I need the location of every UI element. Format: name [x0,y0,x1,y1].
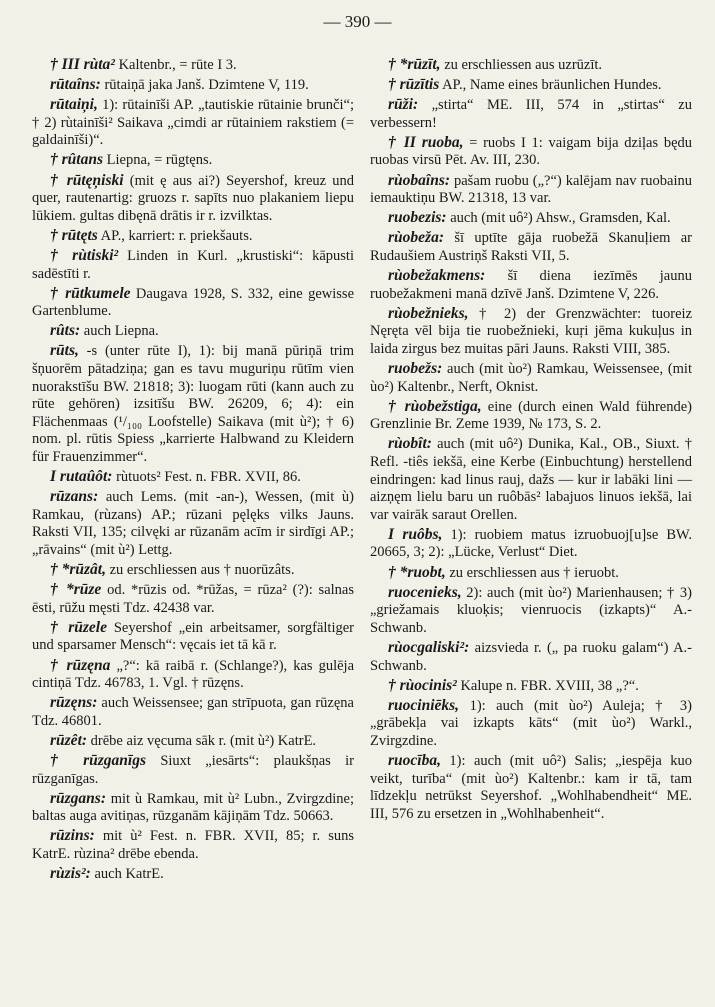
entry-text: 1): ruobiem matus izruobuoj[u]se BW. 20665, 3; 2): „Lücke, Verlust“ Diet. [370,526,692,561]
dictionary-entry [32,151,354,170]
entry-text: pašam ruobu („?“) kalējam nav ruobainu iemauktiņu BW. 21318, 13 var. [370,172,692,207]
entry-headword: ruocenieks, [388,583,462,601]
entry-text: Liepna, = rūgtęns. [103,152,213,169]
entry-headword: † *ruobt, [388,563,446,581]
dictionary-entry [370,526,692,562]
entry-headword: rūzgans: [50,789,106,807]
entry-headword: † *rūzīt, [388,56,441,73]
entry-headword: † rūtkumele [50,284,131,302]
dictionary-entry [370,56,692,75]
dictionary-entry [370,76,692,95]
dictionary-entry [370,96,692,132]
entry-headword: ruocība, [388,751,441,769]
dictionary-entry [370,697,692,751]
dictionary-entry [370,677,692,696]
dictionary-entry [32,96,354,150]
dictionary-entry [32,76,354,95]
entry-headword: rūzins: [50,827,95,845]
dictionary-entry [370,209,692,228]
right-column [370,56,692,825]
entry-headword: rūži: [388,96,419,114]
entry-text: „?“: kā raibā r. (Schlange?), kas gulēja cintiņā Tdz. 46783, 1. Vgl. † rūzęns. [32,657,355,692]
entry-text: = ruobs I 1: vaigam bija dziļas będu ruobas virsū Pēt. Av. III, 230. [370,134,693,169]
dictionary-entry [370,564,692,583]
dictionary-entry [370,584,692,638]
dictionary-entry [32,581,354,617]
entry-text: 2): auch (mit ùo²) Marienhausen; † 3) „griežamais kluoķis; vienruocis (izkapts)“ A.-Schwanb. [370,584,692,636]
entry-text: auch Lems. (mit -an-), Wessen, (mit ù) Ramkau, (rùzans) AP.; rūzani pęlęks vilks Jauns. Raksti VII, 135; cilvęki ar rūzanām acīm ir sirdīgi AP.; „rāvains“ (mit ù²) Lettg. [32,489,354,558]
entry-text: rùtuots² Fest. n. FBR. XVII, 86. [112,469,301,486]
dictionary-entry [32,790,354,826]
entry-headword: rūtaiņi, [50,96,98,114]
entry-headword: rūts, [50,342,79,360]
dictionary-entry [32,752,354,788]
entry-text: zu erschliessen aus † nuorūzâts. [106,562,295,579]
entry-headword: † rūtęņiski [50,171,124,189]
entry-headword: † *rūzât, [50,561,106,579]
entry-text: (mit ę aus ai?) Seyershof, kreuz und quer, rautenartig: gruozs r. sapīts nuo plakaniem liepu lūkiem. gultas dibęnā drātis ir r. izvilktas. [32,172,354,224]
entry-headword: † rūzele [50,618,107,636]
entry-text: auch KatrE. [90,866,164,883]
entry-headword: rùobît: [388,435,432,453]
entry-headword: † II ruoba, [388,133,464,151]
entry-headword: I rutaûôt: [50,468,113,486]
dictionary-entry [32,322,354,341]
dictionary-entry [32,56,354,75]
entry-headword: † rùtiski² [50,246,119,264]
entry-text: auch (mit uô²) Ahsw., Gramsden, Kal. [446,210,671,227]
entry-text: od. *rūzis od. *rūžas, = rūza² (?): salnas ēsti, rūžu męsti Tdz. 42438 var. [32,582,354,616]
entry-text: Kalupe n. FBR. XVIII, 38 „?“. [456,677,639,694]
entry-headword: I ruôbs, [388,525,443,543]
dictionary-entry [32,247,354,283]
entry-text: auch Weissensee; gan strīpuota, gan rūzęna Tdz. 46801. [32,695,354,729]
dictionary-entry [370,229,692,265]
entry-text: auch (mit uô²) Dunika, Kal., OB., Siuxt. † Refl. -tiês iekšā, eine Kerbe (Einbuchtung) herstellend eindringen: kad linus rauj, dažs — kur ir labāki lini — aizņęm lielu baru un ruôbās² labajuos linuos iekšā, lai var vairāk saraut Orellen. [370,436,692,523]
dictionary-entry [32,865,354,884]
dictionary-entry [32,732,354,751]
entry-text: Seyershof „ein arbeitsamer, sorgfältiger und sparsamer Mensch“: vęcais iet tā kā r. [32,619,354,654]
entry-headword: ruobežs: [388,360,443,377]
dictionary-entry [370,398,692,434]
entry-headword: † III rùta² [50,56,115,73]
dictionary-entry [370,752,692,823]
entry-text: drēbe aiz vęcuma sāk r. (mit ù²) KatrE. [87,732,317,749]
dictionary-entry [370,360,692,396]
entry-headword: rùocgaliski²: [388,638,470,656]
entry-text: šī diena iezīmēs jaunu ruobežakmeni manā dzīvē Janš. Dzimtene V, 226. [370,268,692,302]
dictionary-entry [32,619,354,655]
entry-headword: † rùocinis² [388,676,457,694]
entry-headword: rùobeža: [388,229,444,247]
entry-headword: rūtaîns: [50,76,101,94]
dictionary-entry [32,694,354,730]
dictionary-entry [370,435,692,524]
dictionary-entry [32,561,354,580]
entry-text: † 2) der Grenzwächter: tuoreiz Nęręta vēl bija tie ruobežnieki, kuŗi jēma kukuļus in laida zirgus bez muitas pāri Jauns. Raksti VIII, 385. [370,305,692,357]
entry-text: 1): auch (mit uô²) Salis; „iespēja kuo veikt, turība“ (mit ùo²) Kaltenbr.: kam ir tā, tam līdzekļu netrūkst Seyershof. „Wohlhabendheit“ ME. III, 576 zu ersetzen in „Wohlhabenheit“. [370,752,692,822]
entry-text: AP., karriert: r. priekšauts. [97,227,253,244]
dictionary-entry [32,488,354,559]
entry-headword: † rūzganīgs [50,751,146,769]
entry-text: 1): rūtainīši AP. „tautiskie rūtainie brunči“; † 2) rùtainīši² Saikava „cimdi ar rūtainiem rakstiem (= galdainīši)“. [32,97,354,149]
entry-text: -s (unter rūte I), 1): bij manā pūriņā trim šņuorēm pātadziņa; gan es tavu muguriņu rūtīm vien nuorakstīšu BW. 21818; 3): luogam rūti (kann auch zu rūte gehören) izsitīšu BW. 26209, 6; 4): ein Flächenmaas (¹/₁₀₀ Loofstelle) Saikava (mit ù²); † 6) nom. pl. rūtis Spiess „karrierte Halbwand zu Kleidern für Frauenzimmer“. [32,343,354,465]
entry-text: auch (mit ùo²) Ramkau, Weissensee, (mit ùo²) Kaltenbr., Nerft, Oknist. [370,361,692,395]
entry-headword: rùobežakmens: [388,267,486,285]
entry-headword: rùobaîns: [388,171,451,189]
entry-headword: ruociniēks, [388,696,460,714]
dictionary-entry [370,172,692,208]
entry-text: Linden in Kurl. „krustiski“: kāpusti sadēstīti r. [32,247,354,282]
dictionary-entry [370,639,692,675]
entry-text: aizsvieda r. („ pa ruoku galam“) A.-Schwanb. [370,639,692,674]
entry-headword: rûts: [50,322,81,340]
entry-text: „stirta“ ME. III, 574 in „stirtas“ zu verbessern! [370,97,692,131]
entry-text: Siuxt „iesārts“: plaukšņas ir rūzganīgas. [32,752,354,787]
entry-headword: † rùobežstiga, [388,397,482,415]
entry-text: eine (durch einen Wald führende) Grenzlinie Br. Zeme 1939, № 173, S. 2. [370,398,692,433]
dictionary-entry [32,227,354,246]
entry-headword: rūzêt: [50,731,88,749]
dictionary-entry [32,285,354,321]
entry-headword: rùzis²: [50,865,91,883]
dictionary-entry [370,267,692,303]
entry-text: rūtaiņā jaka Janš. Dzimtene V, 119. [100,77,309,94]
entry-text: Daugava 1928, S. 332, eine gewisse Gartenblume. [32,285,355,320]
entry-text: 1): auch (mit ùo²) Auleja; † 3) „grābekļa vai izkapts kāts“ (mit ùo²) Warkl., Zvirgzdine. [370,697,692,749]
dictionary-entry [32,827,354,863]
entry-text: zu erschliessen aus uzrūzīt. [440,57,603,73]
entry-text: mit ù Ramkau, mit ù² Lubn., Zvirgzdine; baltas auga avitiņas, rūzganām kājiņām Tdz. 50663. [32,790,354,825]
entry-text: Kaltenbr., = rūte I 3. [114,57,237,73]
dictionary-entry [32,342,354,466]
entry-headword: rūzęns: [50,694,98,712]
dictionary-entry [370,134,692,170]
entry-text: AP., Name eines bräunlichen Hundes. [439,77,662,94]
dictionary-entry [32,172,354,226]
entry-text: mit ù² Fest. n. FBR. XVII, 85; r. suns KatrE. rùzina² drēbe ebenda. [32,828,354,862]
entry-headword: † rūzęna [50,656,111,674]
entry-headword: † *rūze [50,581,102,599]
entry-text: zu erschliessen aus † ieruobt. [445,564,619,581]
entry-headword: † rūtęts [50,226,98,244]
entry-headword: rūzans: [50,488,99,506]
dictionary-entry [32,468,354,487]
left-column [32,56,354,885]
entry-headword: rùobežnieks, [388,304,469,322]
entry-headword: † rūzītis [388,76,440,94]
entry-text: auch Liepna. [80,323,159,340]
entry-headword: † rûtans [50,151,103,169]
entry-text: šī uptīte gāja ruobežā Skanuļiem ar Rudaušiem Austriņš Raksti VII, 5. [370,230,692,264]
dictionary-entry [370,305,692,359]
page-number: — 390 — [323,12,392,31]
dictionary-entry [32,657,354,693]
entry-headword: ruobezis: [388,209,447,227]
